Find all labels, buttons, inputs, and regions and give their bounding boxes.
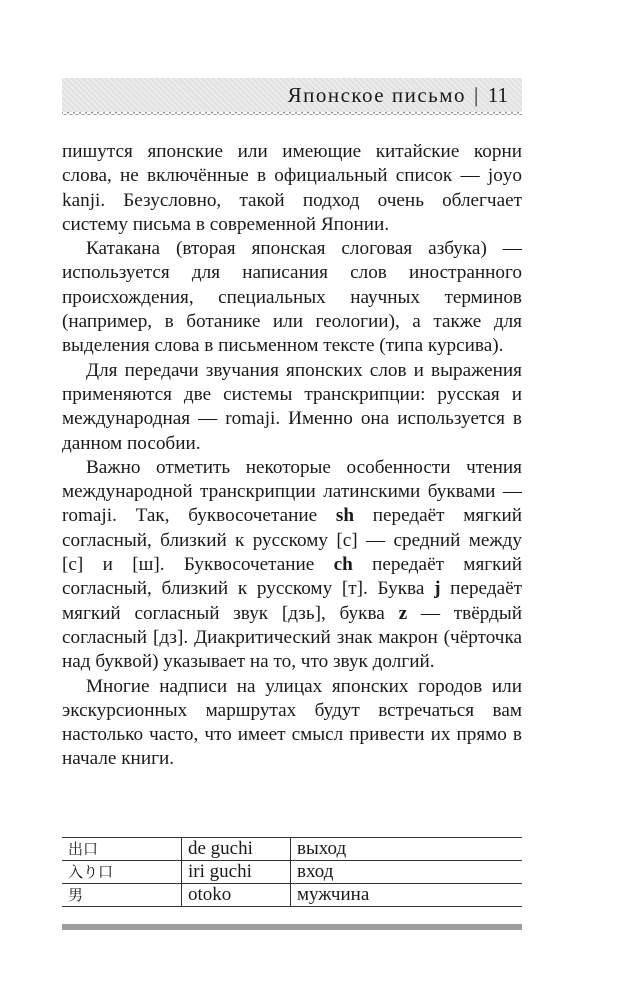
paragraph-text: Катакана (вторая японская слоговая азбука) — используется для написания слов иностранного происхождения, специальных научных терминов (например, в ботанике или геологии), а также для выделения слова в письменном тексте (типа курсива). [62,238,522,357]
russian-cell: выход [291,838,523,861]
bold-term-sh: sh [335,505,355,527]
table-row [62,884,522,907]
body-text [62,140,522,772]
paragraph-text: Многие надписи на улицах японских городов или экскурсионных маршрутах будут встречаться вам настолько часто, что имеет смысл привести их прямо в начале книги. [62,675,522,770]
romaji-cell: otoko [182,884,291,907]
table-row [62,838,522,861]
paragraph-text: Для передачи звучания японских слов и выражения применяются две системы транскрипции: русская и международная — romaji. Именно она используется в данном пособии. [62,359,522,454]
paragraph-4 [62,456,522,675]
paragraph-text: передаёт мягкий согласный звук [дзь], буква [62,578,522,624]
japanese-cell: 男 [62,884,182,907]
romaji-cell: iri guchi [182,861,291,884]
bold-term-z: z [398,602,408,624]
page-number: 11 [487,82,508,107]
header-separator: | [474,82,480,107]
running-header [62,78,522,112]
footer-rule [62,924,522,930]
paragraph-text: Важно отметить некоторые особенности чтения международной транскрипции латинскими буквами — romaji. Так, буквосочетание [62,456,522,527]
header-title: Японское письмо [287,82,467,107]
paragraph-text: — твёрдый согласный [дз]. Диакритический знак макрон (чёрточка над буквой) указывает на то, что звук долгий. [62,602,523,673]
russian-cell: вход [291,861,523,884]
bold-term-ch: ch [333,554,353,576]
russian-cell: мужчина [291,884,523,907]
paragraph-1 [62,140,522,237]
paragraph-3 [62,359,522,456]
vocabulary-table [62,837,522,907]
paragraph-text: пишутся японские или имеющие китайские корни слова, не включённые в официальный список — joyo kanji. Безусловно, такой подход очень облегчает систему письма в современной Японии. [62,141,522,235]
bold-term-j: j [434,578,441,600]
paragraph-2 [62,237,522,358]
header-ornament [62,112,522,118]
romaji-cell: de guchi [182,838,291,861]
paragraph-text: передаёт мягкий согласный, близкий к русскому [т]. Буква [62,554,522,600]
paragraph-5 [62,675,522,772]
japanese-cell: 出口 [62,838,182,861]
paragraph-text: передаёт мягкий согласный, близкий к русскому [с] — средний между [с] и [ш]. Буквосочетание [62,505,522,576]
japanese-cell: 入り口 [62,861,182,884]
table-row [62,861,522,884]
